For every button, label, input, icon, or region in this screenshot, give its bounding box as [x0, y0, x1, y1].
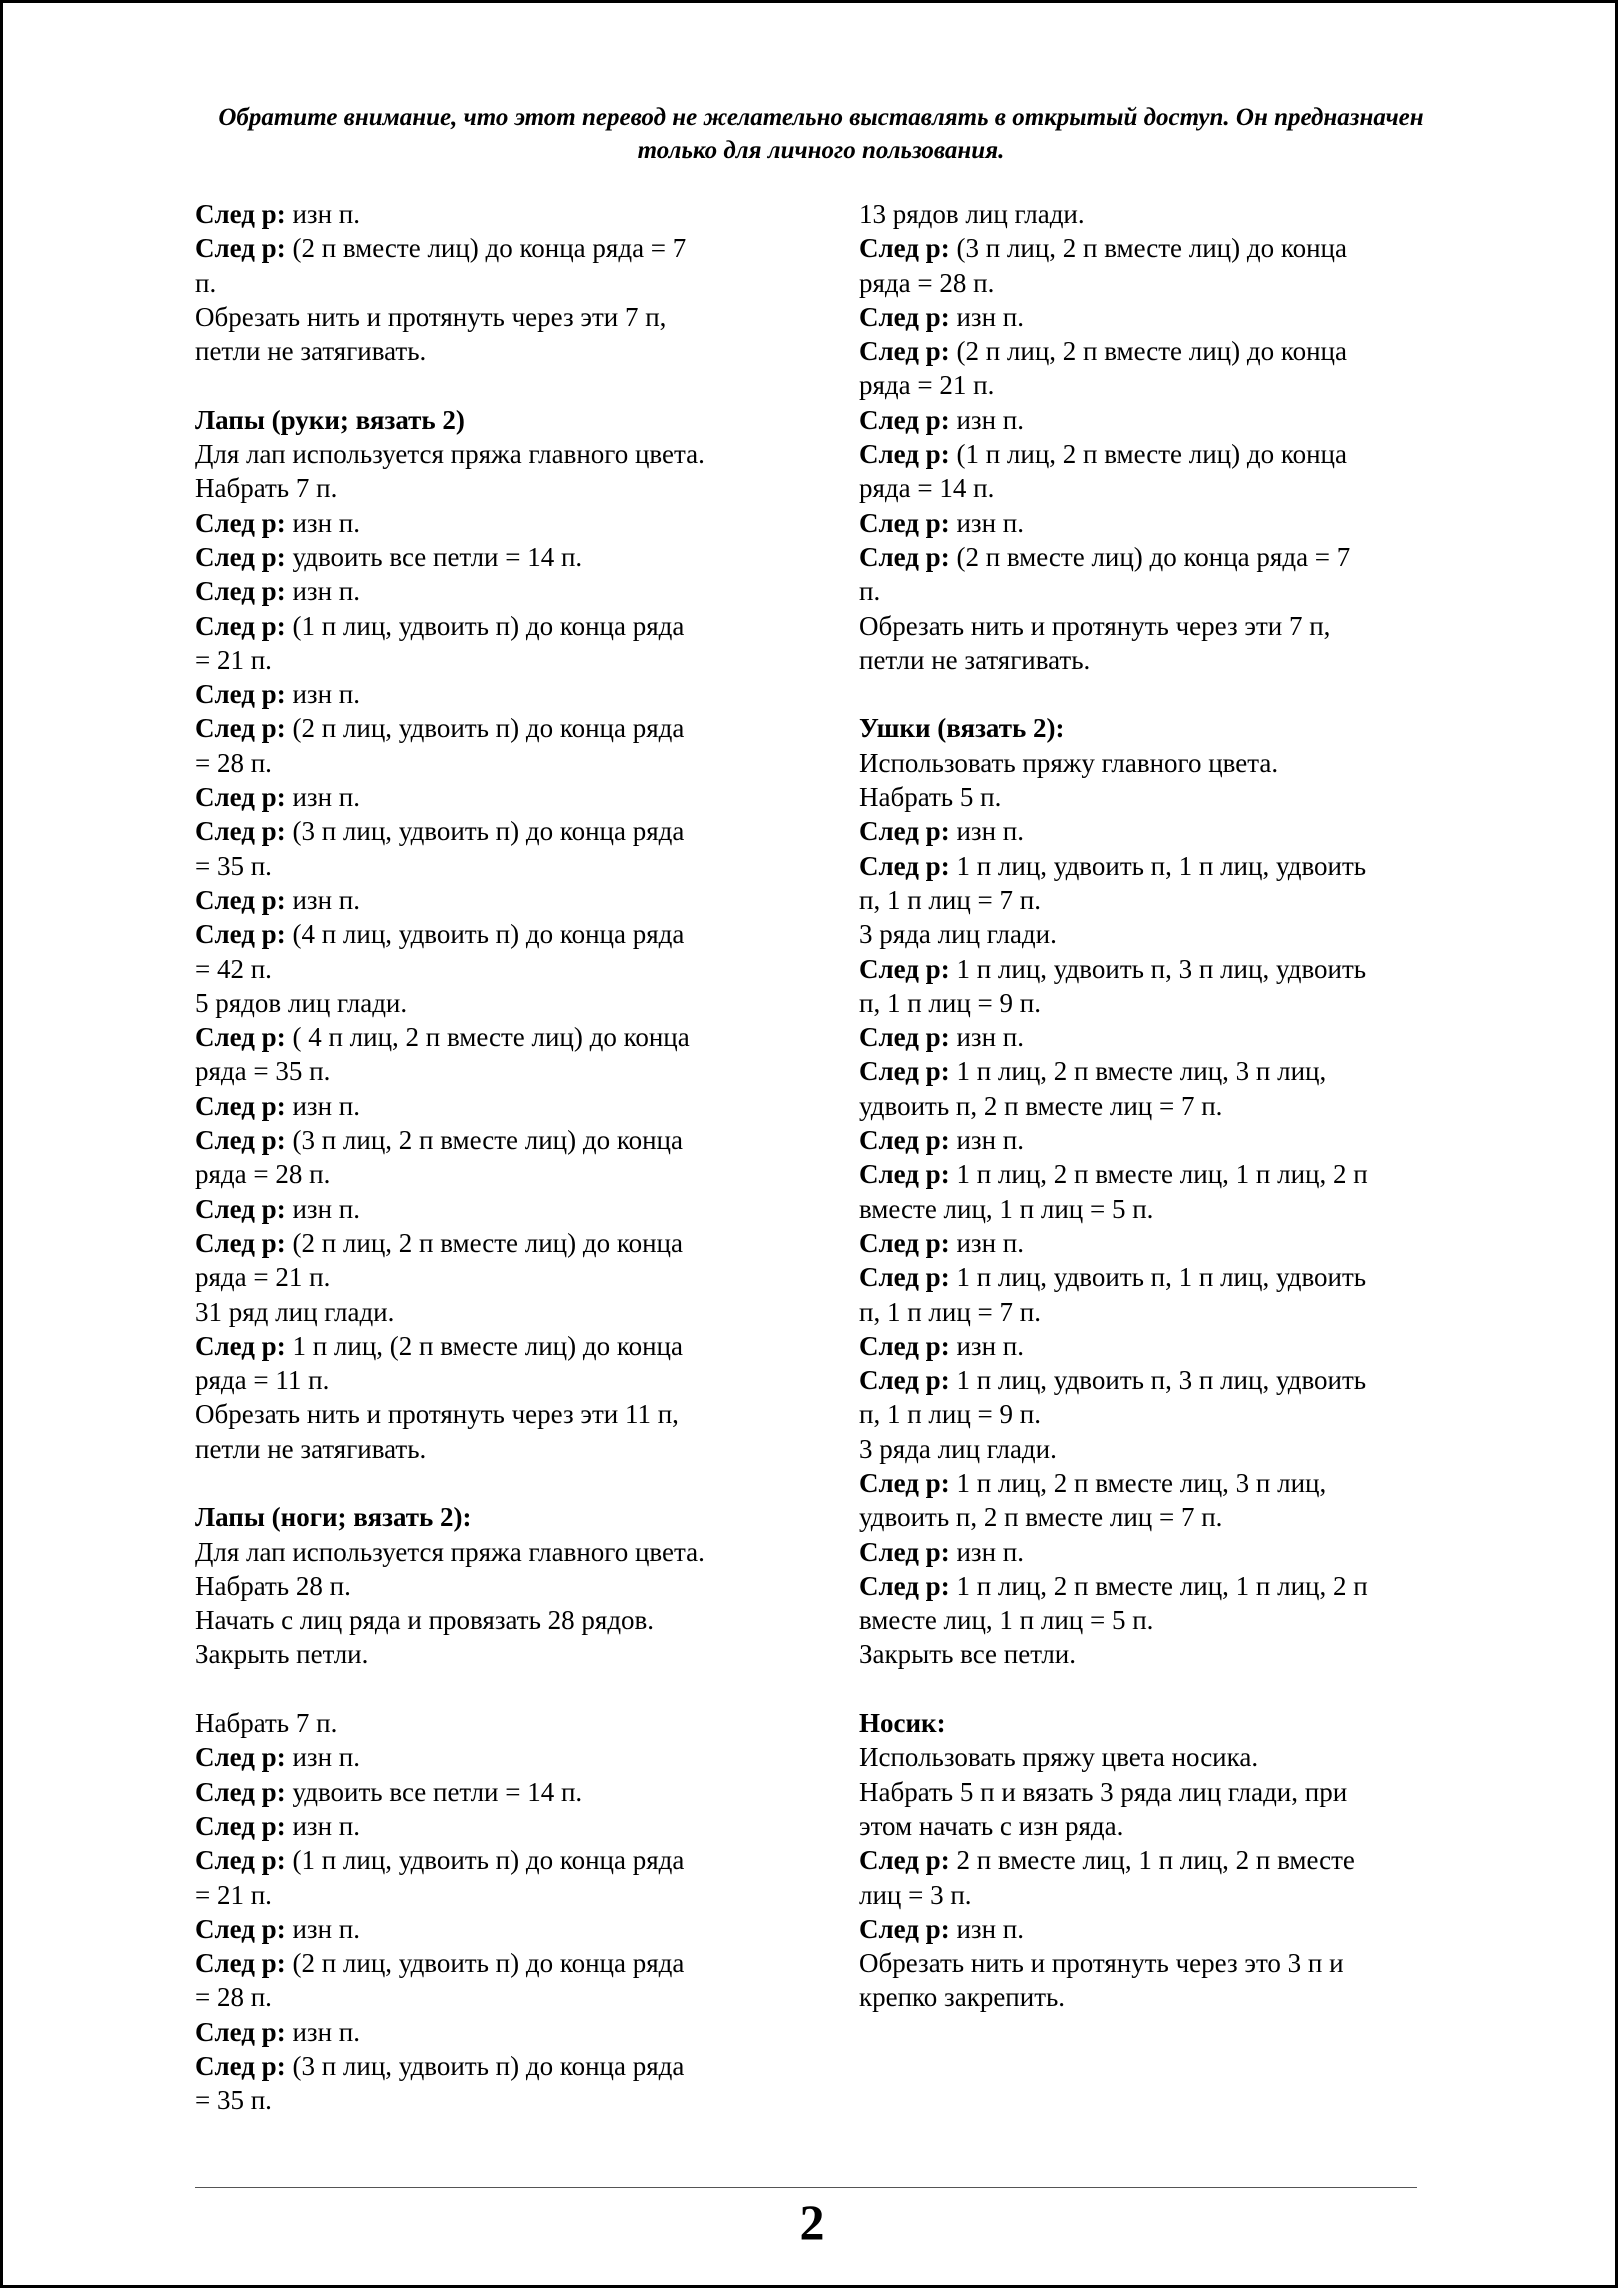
bold-label: След р: [859, 953, 950, 984]
bold-label: След р: [859, 1056, 950, 1087]
text-line [859, 1226, 1439, 1260]
line-text: Закрыть петли. [195, 1639, 369, 1670]
text-line [859, 1089, 1439, 1123]
text-line [195, 746, 765, 780]
text-line [195, 711, 765, 745]
line-text: (3 п лиц, удвоить п) до конца ряда [285, 816, 685, 847]
text-line [195, 471, 765, 505]
line-text: Использовать пряжу цвета носика. [859, 1742, 1259, 1773]
bold-label: Носик: [859, 1708, 946, 1739]
bold-label: След р: [859, 301, 950, 332]
text-line [859, 574, 1439, 608]
line-text: = 21 п. [195, 1879, 272, 1910]
line-text: удвоить все петли = 14 п. [285, 541, 583, 572]
line-text: = 42 п. [195, 953, 272, 984]
line-text: = 21 п. [195, 644, 272, 675]
text-line [859, 1775, 1439, 1809]
bold-label: След р: [195, 713, 286, 744]
paragraph-gap [195, 1466, 765, 1500]
text-line [195, 1020, 765, 1054]
bold-label: След р: [195, 1810, 286, 1841]
line-text: лиц = 3 п. [859, 1879, 972, 1910]
text-line [859, 1878, 1439, 1912]
text-line [195, 1260, 765, 1294]
text-line [859, 1603, 1439, 1637]
paragraph-gap [859, 677, 1439, 711]
text-line [195, 2049, 765, 2083]
page-number: 2 [799, 2194, 825, 2250]
line-text: 1 п лиц, удвоить п, 1 п лиц, удвоить [949, 850, 1367, 881]
text-line [195, 609, 765, 643]
line-text: (2 п вместе лиц) до конца ряда = 7 [285, 233, 687, 264]
text-line [195, 231, 765, 265]
line-text: 1 п лиц, удвоить п, 3 п лиц, удвоить [949, 953, 1367, 984]
line-text: изн п. [285, 576, 360, 607]
text-line [859, 1397, 1439, 1431]
line-text: вместе лиц, 1 п лиц = 5 п. [859, 1193, 1154, 1224]
line-text: п, 1 п лиц = 9 п. [859, 1399, 1041, 1430]
text-line [195, 1569, 765, 1603]
line-text: изн п. [949, 1913, 1024, 1944]
line-text: Обрезать нить и протянуть через это 3 п и [859, 1948, 1344, 1979]
text-line [195, 266, 765, 300]
line-text: Обрезать нить и протянуть через эти 7 п, [859, 610, 1331, 641]
text-line [195, 1397, 765, 1431]
bold-label: След р: [195, 233, 286, 264]
bold-label: След р: [859, 1365, 950, 1396]
left-column [195, 197, 765, 2118]
line-text: изн п. [949, 1022, 1024, 1053]
text-line [195, 437, 765, 471]
text-line [859, 780, 1439, 814]
line-text: (1 п лиц, удвоить п) до конца ряда [285, 610, 685, 641]
text-line [195, 1535, 765, 1569]
bold-label: След р: [859, 816, 950, 847]
bold-label: След р: [859, 1913, 950, 1944]
bold-label: След р: [859, 1125, 950, 1156]
bold-label: След р: [859, 233, 950, 264]
text-line [195, 334, 765, 368]
text-line [859, 746, 1439, 780]
text-line [195, 1843, 765, 1877]
line-text: 1 п лиц, 2 п вместе лиц, 3 п лиц, [949, 1056, 1327, 1087]
text-line [859, 1157, 1439, 1191]
line-text: (1 п лиц, 2 п вместе лиц) до конца [949, 439, 1347, 470]
text-line [859, 1295, 1439, 1329]
text-line [195, 506, 765, 540]
text-line [859, 1740, 1439, 1774]
line-text: п. [859, 576, 881, 607]
text-line [859, 1020, 1439, 1054]
section-heading [859, 1706, 1439, 1740]
line-text: Использовать пряжу главного цвета. [859, 747, 1279, 778]
text-line [195, 1980, 765, 2014]
section-heading [195, 1500, 765, 1534]
section-heading [859, 711, 1439, 745]
bold-label: След р: [195, 1948, 286, 1979]
text-line [859, 540, 1439, 574]
text-line [195, 1432, 765, 1466]
line-text: крепко закрепить. [859, 1982, 1066, 2013]
bold-label: След р: [195, 1090, 286, 1121]
text-line [859, 334, 1439, 368]
text-line [859, 1912, 1439, 1946]
line-text: 1 п лиц, удвоить п, 1 п лиц, удвоить [949, 1262, 1367, 1293]
line-text: Набрать 7 п. [195, 473, 338, 504]
bold-label: След р: [195, 782, 286, 813]
line-text: изн п. [285, 884, 360, 915]
text-line [859, 197, 1439, 231]
text-line [195, 1054, 765, 1088]
text-line [859, 471, 1439, 505]
text-line [859, 1466, 1439, 1500]
line-text: Набрать 5 п. [859, 782, 1002, 813]
line-text: 31 ряд лиц глади. [195, 1296, 395, 1327]
text-line [195, 1329, 765, 1363]
line-text: = 28 п. [195, 1982, 272, 2013]
footer-divider [195, 2187, 1417, 2188]
text-line [195, 1157, 765, 1191]
text-line [195, 1637, 765, 1671]
line-text: изн п. [949, 1125, 1024, 1156]
line-text: Для лап используется пряжа главного цвета. [195, 1536, 705, 1567]
line-text: 1 п лиц, удвоить п, 3 п лиц, удвоить [949, 1365, 1367, 1396]
line-text: изн п. [285, 679, 360, 710]
bold-label: След р: [195, 576, 286, 607]
line-text: 13 рядов лиц глади. [859, 199, 1085, 229]
line-text: Набрать 28 п. [195, 1570, 351, 1601]
line-text: 1 п лиц, 2 п вместе лиц, 3 п лиц, [949, 1467, 1327, 1498]
text-line [195, 1295, 765, 1329]
text-line [195, 574, 765, 608]
text-line [195, 1226, 765, 1260]
line-text: изн п. [949, 1227, 1024, 1258]
right-column [859, 197, 1439, 2015]
line-text: (2 п лиц, удвоить п) до конца ряда [285, 1948, 685, 1979]
bold-label: След р: [195, 1845, 286, 1876]
bold-label: След р: [195, 1125, 286, 1156]
bold-label: След р: [195, 919, 286, 950]
line-text: (2 п лиц, 2 п вместе лиц) до конца [949, 336, 1347, 367]
text-line [195, 540, 765, 574]
line-text: п, 1 п лиц = 7 п. [859, 884, 1041, 915]
text-line [195, 1089, 765, 1123]
bold-label: След р: [195, 610, 286, 641]
line-text: 5 рядов лиц глади. [195, 987, 408, 1018]
bold-label: След р: [195, 2051, 286, 2082]
line-text: изн п. [949, 816, 1024, 847]
line-text: изн п. [285, 1810, 360, 1841]
text-line [859, 849, 1439, 883]
text-line [859, 1329, 1439, 1363]
text-line [859, 403, 1439, 437]
line-text: п, 1 п лиц = 9 п. [859, 987, 1041, 1018]
line-text: (4 п лиц, удвоить п) до конца ряда [285, 919, 685, 950]
text-line [195, 300, 765, 334]
line-text: вместе лиц, 1 п лиц = 5 п. [859, 1605, 1154, 1636]
text-line [859, 1363, 1439, 1397]
line-text: удвоить все петли = 14 п. [285, 1776, 583, 1807]
bold-label: Лапы (ноги; вязать 2): [195, 1502, 472, 1533]
bold-label: След р: [195, 816, 286, 847]
bold-label: След р: [859, 1330, 950, 1361]
bold-label: Лапы (руки; вязать 2) [195, 404, 465, 435]
paragraph-gap [859, 1672, 1439, 1706]
text-line [859, 1946, 1439, 1980]
line-text: изн п. [949, 404, 1024, 435]
line-text: (2 п лиц, удвоить п) до конца ряда [285, 713, 685, 744]
bold-label: След р: [859, 1467, 950, 1498]
line-text: изн п. [285, 782, 360, 813]
line-text: (3 п лиц, 2 п вместе лиц) до конца [285, 1125, 683, 1156]
text-line [859, 266, 1439, 300]
text-line [195, 1192, 765, 1226]
text-line [195, 677, 765, 711]
line-text: п. [195, 267, 217, 298]
text-line [859, 1192, 1439, 1226]
bold-label: След р: [195, 1022, 286, 1053]
bold-label: След р: [859, 1536, 950, 1567]
line-text: = 28 п. [195, 747, 272, 778]
text-line [859, 506, 1439, 540]
bold-label: След р: [195, 1227, 286, 1258]
line-text: ряда = 14 п. [859, 473, 995, 504]
line-text: изн п. [949, 1330, 1024, 1361]
bold-label: След р: [195, 679, 286, 710]
line-text: этом начать с изн ряда. [859, 1810, 1124, 1841]
text-line [195, 1363, 765, 1397]
text-line [859, 609, 1439, 643]
text-line [195, 2015, 765, 2049]
line-text: (3 п лиц, удвоить п) до конца ряда [285, 2051, 685, 2082]
text-line [859, 300, 1439, 334]
text-line [195, 1946, 765, 1980]
bold-label: След р: [195, 541, 286, 572]
bold-label: След р: [859, 404, 950, 435]
line-text: изн п. [285, 1090, 360, 1121]
text-line [859, 1637, 1439, 1671]
line-text: изн п. [285, 1742, 360, 1773]
line-text: Обрезать нить и протянуть через эти 11 п, [195, 1399, 679, 1430]
text-line [195, 883, 765, 917]
line-text: (1 п лиц, удвоить п) до конца ряда [285, 1845, 685, 1876]
line-text: изн п. [285, 1913, 360, 1944]
bold-label: След р: [195, 1742, 286, 1773]
text-line [859, 883, 1439, 917]
text-line [195, 952, 765, 986]
bold-label: След р: [859, 507, 950, 538]
line-text: удвоить п, 2 п вместе лиц = 7 п. [859, 1090, 1223, 1121]
text-line [859, 1260, 1439, 1294]
line-text: 3 ряда лиц глади. [859, 919, 1057, 950]
text-line [859, 1432, 1439, 1466]
text-line [195, 1912, 765, 1946]
line-text: изн п. [949, 1536, 1024, 1567]
bold-label: След р: [195, 1776, 286, 1807]
bold-label: След р: [195, 1330, 286, 1361]
text-line [859, 814, 1439, 848]
text-line [195, 780, 765, 814]
text-line [195, 1706, 765, 1740]
bold-label: След р: [195, 2016, 286, 2047]
text-line [195, 1740, 765, 1774]
text-line [859, 1500, 1439, 1534]
text-line [195, 917, 765, 951]
text-line [195, 814, 765, 848]
line-text: = 35 п. [195, 850, 272, 881]
text-line [195, 986, 765, 1020]
text-line [859, 1123, 1439, 1157]
paragraph-gap [195, 368, 765, 402]
text-line [195, 1123, 765, 1157]
bold-label: Ушки (вязать 2): [859, 713, 1065, 744]
line-text: (2 п вместе лиц) до конца ряда = 7 [949, 541, 1351, 572]
line-text: изн п. [285, 507, 360, 538]
text-line [195, 849, 765, 883]
line-text: изн п. [285, 2016, 360, 2047]
bold-label: След р: [195, 507, 286, 538]
bold-label: След р: [195, 884, 286, 915]
bold-label: След р: [859, 1262, 950, 1293]
line-text: Закрыть все петли. [859, 1639, 1077, 1670]
text-line [859, 952, 1439, 986]
line-text: петли не затягивать. [859, 644, 1091, 675]
text-line [195, 643, 765, 677]
text-line [195, 1878, 765, 1912]
bold-label: След р: [195, 1193, 286, 1224]
text-line [859, 231, 1439, 265]
line-text: (3 п лиц, 2 п вместе лиц) до конца [949, 233, 1347, 264]
text-line [859, 368, 1439, 402]
line-text: ряда = 11 п. [195, 1365, 330, 1396]
text-line [859, 1535, 1439, 1569]
text-line [859, 643, 1439, 677]
line-text: Для лап используется пряжа главного цвета. [195, 439, 705, 470]
bold-label: След р: [859, 439, 950, 470]
bold-label: След р: [859, 1227, 950, 1258]
line-text: петли не затягивать. [195, 1433, 427, 1464]
text-line [859, 437, 1439, 471]
line-text: изн п. [949, 301, 1024, 332]
bold-label: След р: [859, 336, 950, 367]
section-heading [195, 403, 765, 437]
text-line [195, 1603, 765, 1637]
line-text: ряда = 21 п. [859, 370, 995, 401]
line-text: 1 п лиц, (2 п вместе лиц) до конца [285, 1330, 683, 1361]
line-text: петли не затягивать. [195, 336, 427, 367]
line-text: ( 4 п лиц, 2 п вместе лиц) до конца [285, 1022, 690, 1053]
line-text: Начать с лиц ряда и провязать 28 рядов. [195, 1605, 655, 1636]
line-text: ряда = 35 п. [195, 1056, 331, 1087]
text-line [195, 1809, 765, 1843]
text-line [859, 1054, 1439, 1088]
line-text: изн п. [285, 199, 360, 229]
line-text: Набрать 5 п и вязать 3 ряда лиц глади, при [859, 1776, 1348, 1807]
line-text: ряда = 28 п. [859, 267, 995, 298]
text-line [859, 1843, 1439, 1877]
line-text: 3 ряда лиц глади. [859, 1433, 1057, 1464]
bold-label: След р: [195, 199, 286, 229]
line-text: изн п. [949, 507, 1024, 538]
text-line [859, 1809, 1439, 1843]
line-text: 2 п вместе лиц, 1 п лиц, 2 п вместе [949, 1845, 1355, 1876]
line-text: ряда = 21 п. [195, 1262, 331, 1293]
bold-label: След р: [859, 1159, 950, 1190]
text-line [859, 917, 1439, 951]
line-text: (2 п лиц, 2 п вместе лиц) до конца [285, 1227, 683, 1258]
text-line [859, 1569, 1439, 1603]
bold-label: След р: [859, 850, 950, 881]
bold-label: След р: [859, 1845, 950, 1876]
line-text: 1 п лиц, 2 п вместе лиц, 1 п лиц, 2 п [949, 1159, 1368, 1190]
bold-label: След р: [859, 1570, 950, 1601]
bold-label: След р: [859, 1022, 950, 1053]
line-text: = 35 п. [195, 2085, 272, 2116]
line-text: Обрезать нить и протянуть через эти 7 п, [195, 301, 667, 332]
line-text: изн п. [285, 1193, 360, 1224]
bold-label: След р: [195, 1913, 286, 1944]
private-use-notice: Обратите внимание, что этот перевод не желательно выставлять в открытый доступ. Он предназначен только для личного пользования. [218, 104, 1424, 164]
paragraph-gap [195, 1672, 765, 1706]
bold-label: След р: [859, 541, 950, 572]
line-text: Набрать 7 п. [195, 1708, 338, 1739]
text-line [859, 986, 1439, 1020]
text-line [195, 197, 765, 231]
text-line [195, 2083, 765, 2117]
line-text: 1 п лиц, 2 п вместе лиц, 1 п лиц, 2 п [949, 1570, 1368, 1601]
text-line [859, 1980, 1439, 2014]
line-text: ряда = 28 п. [195, 1159, 331, 1190]
line-text: п, 1 п лиц = 7 п. [859, 1296, 1041, 1327]
text-line [195, 1775, 765, 1809]
line-text: удвоить п, 2 п вместе лиц = 7 п. [859, 1502, 1223, 1533]
